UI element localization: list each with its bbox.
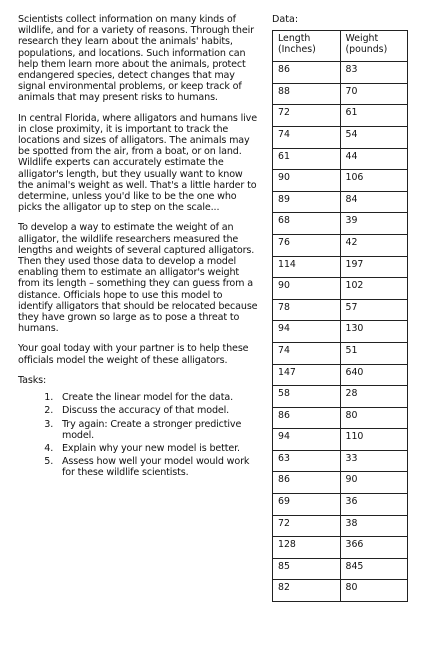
table-row: [273, 472, 408, 494]
length-cell: 72: [273, 515, 341, 537]
weight-cell: 33: [340, 450, 408, 472]
length-cell: 114: [273, 256, 341, 278]
intro-paragraph-1: Scientists collect information on many kinds of wildlife, and for a variety of reasons. Through their research they learn about the animals' habits, populations, and locations. Such information can help them learn more about the animals, protect endangered species, detect changes that may signal environmental problems, or keep track of animals that may present risks to humans.: [18, 14, 254, 104]
length-cell: 72: [273, 105, 341, 127]
table-row: [273, 234, 408, 256]
length-cell: 76: [273, 234, 341, 256]
table-row: [273, 537, 408, 559]
length-cell: 88: [273, 83, 341, 105]
length-cell: 74: [273, 126, 341, 148]
weight-cell: 44: [340, 148, 408, 170]
weight-cell: 80: [340, 407, 408, 429]
weight-cell: 83: [340, 62, 408, 84]
table-row: [273, 299, 408, 321]
weight-cell: 51: [340, 342, 408, 364]
table-row: [273, 278, 408, 300]
table-row: [273, 342, 408, 364]
intro-paragraph-3: To develop a way to estimate the weight of an alligator, the wildlife researchers measured the lengths and weights of several captured alligators. Then they used those data to develop a model enabling them to estimate an alligator's weight from its length – something they can guess from a distance. Officials hope to use this model to identify alligators that should be relocated because they have grown so large as to pose a threat to humans.: [18, 222, 258, 335]
weight-cell: 70: [340, 83, 408, 105]
task-item: 4. Explain why your new model is better.: [56, 443, 258, 454]
table-row: [273, 494, 408, 516]
weight-cell: 57: [340, 299, 408, 321]
table-row: [273, 364, 408, 386]
length-cell: 82: [273, 580, 341, 602]
table-row: [273, 429, 408, 451]
length-cell: 63: [273, 450, 341, 472]
table-row: [273, 148, 408, 170]
weight-cell: 845: [340, 558, 408, 580]
weight-cell: 106: [340, 170, 408, 192]
length-header: Length (Inches): [273, 31, 341, 62]
table-row: [273, 321, 408, 343]
data-column: [272, 14, 418, 602]
table-body: [273, 62, 408, 602]
data-heading: Data:: [272, 14, 299, 25]
weight-cell: 366: [340, 537, 408, 559]
table-row: [273, 558, 408, 580]
table-row: [273, 515, 408, 537]
table-row: [273, 213, 408, 235]
length-cell: 58: [273, 386, 341, 408]
table-row: [273, 105, 408, 127]
task-item: 5. Assess how well your model would work for these wildlife scientists.: [56, 456, 258, 478]
weight-cell: 38: [340, 515, 408, 537]
weight-cell: 39: [340, 213, 408, 235]
tasks-heading: Tasks:: [18, 374, 47, 386]
table-row: [273, 126, 408, 148]
table-row: [273, 170, 408, 192]
weight-header: Weight (pounds): [340, 31, 408, 62]
intro-column: [18, 14, 258, 481]
task-item: 3. Try again: Create a stronger predictive model.: [56, 419, 258, 441]
weight-cell: 28: [340, 386, 408, 408]
weight-cell: 90: [340, 472, 408, 494]
table-header-row: [273, 31, 408, 62]
table-row: [273, 386, 408, 408]
length-cell: 89: [273, 191, 341, 213]
task-item: 1. Create the linear model for the data.: [56, 392, 258, 403]
length-cell: 86: [273, 62, 341, 84]
table-row: [273, 407, 408, 429]
table-row: [273, 191, 408, 213]
length-cell: 90: [273, 278, 341, 300]
weight-cell: 102: [340, 278, 408, 300]
table-row: [273, 256, 408, 278]
length-cell: 147: [273, 364, 341, 386]
weight-cell: 42: [340, 234, 408, 256]
intro-paragraph-2: In central Florida, where alligators and humans live in close proximity, it is important to track the locations and sizes of alligators. The animals may be spotted from the air, from a boat, or on land. Wildlife experts can accurately estimate the alligator's length, but they usually want to know the animal's weight as well. That's a little harder to determine, unless you'd like to be the one who picks the alligator up to step on the scale...: [18, 112, 257, 214]
goal-paragraph: Your goal today with your partner is to help these officials model the weight of these alligators.: [18, 343, 249, 366]
task-list: [18, 392, 258, 478]
table-row: [273, 83, 408, 105]
table-row: [273, 580, 408, 602]
length-cell: 86: [273, 472, 341, 494]
data-table: [272, 30, 408, 602]
weight-cell: 54: [340, 126, 408, 148]
length-cell: 94: [273, 429, 341, 451]
length-cell: 85: [273, 558, 341, 580]
length-cell: 68: [273, 213, 341, 235]
task-item: 2. Discuss the accuracy of that model.: [56, 405, 258, 416]
table-row: [273, 62, 408, 84]
length-cell: 90: [273, 170, 341, 192]
weight-cell: 640: [340, 364, 408, 386]
length-cell: 94: [273, 321, 341, 343]
weight-cell: 197: [340, 256, 408, 278]
length-cell: 86: [273, 407, 341, 429]
weight-cell: 84: [340, 191, 408, 213]
weight-cell: 110: [340, 429, 408, 451]
length-cell: 69: [273, 494, 341, 516]
length-cell: 78: [273, 299, 341, 321]
weight-cell: 61: [340, 105, 408, 127]
length-cell: 74: [273, 342, 341, 364]
weight-cell: 80: [340, 580, 408, 602]
weight-cell: 130: [340, 321, 408, 343]
length-cell: 61: [273, 148, 341, 170]
length-cell: 128: [273, 537, 341, 559]
weight-cell: 36: [340, 494, 408, 516]
table-row: [273, 450, 408, 472]
